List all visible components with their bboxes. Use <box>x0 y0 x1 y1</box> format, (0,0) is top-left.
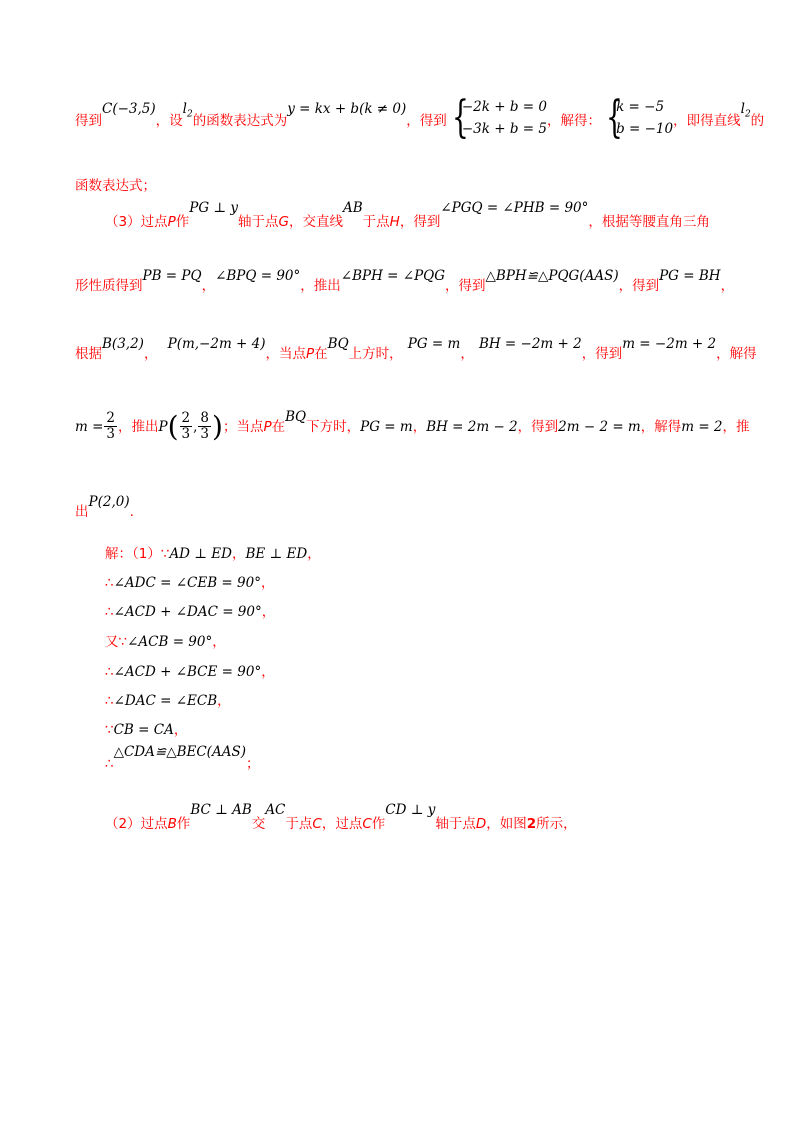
text: ，即得直线 <box>673 112 741 129</box>
text: 的 <box>750 112 765 129</box>
math: AD ⊥ ED <box>169 546 232 562</box>
text: 又∵ <box>105 634 128 650</box>
comma: , <box>193 419 198 435</box>
math: BH = 2m − 2 <box>426 419 518 435</box>
math: AC <box>265 802 286 818</box>
text: ， <box>261 664 275 680</box>
figure-number: 2 <box>526 816 537 832</box>
text: ，当点 <box>265 346 307 362</box>
var: D <box>475 816 487 832</box>
text: 出 <box>75 504 89 520</box>
text: 交 <box>251 816 266 832</box>
paren-icon: ( <box>167 410 179 443</box>
var: C <box>362 816 372 832</box>
solution-line-5 <box>105 660 275 680</box>
text: 下方时， <box>306 419 361 435</box>
fraction <box>198 411 211 442</box>
text: ，得到 <box>445 278 486 294</box>
denominator: 3 <box>106 426 115 442</box>
math-sub: 2 <box>744 109 751 120</box>
var: P <box>306 346 315 362</box>
math: CD ⊥ y <box>385 802 436 818</box>
text: 轴于点 <box>435 816 476 832</box>
math: AB <box>343 200 363 216</box>
text: ，设 <box>155 112 183 129</box>
var: H <box>389 214 400 230</box>
text: ，得到 <box>618 278 660 294</box>
text: （2）过点 <box>105 816 168 832</box>
therefore-icon: ∴ <box>105 575 114 591</box>
var: P <box>263 419 272 435</box>
text: ， <box>212 634 226 650</box>
text: 作 <box>371 816 386 832</box>
var: B <box>167 816 177 832</box>
math: P <box>158 419 168 435</box>
solution-line-4 <box>105 630 226 650</box>
equation: k = −5 <box>616 99 665 115</box>
text: 于点 <box>362 214 390 230</box>
math: PB = PQ <box>142 268 202 284</box>
text: ，解得： <box>546 112 601 129</box>
equation: −3k + b = 5 <box>461 121 547 137</box>
math-l2 <box>182 100 193 120</box>
math: BC ⊥ AB <box>190 802 252 818</box>
equation: b = −10 <box>616 121 674 137</box>
text: ， <box>260 575 275 591</box>
solution-line-8 <box>105 744 260 772</box>
math: B(3,2) <box>102 336 144 352</box>
text: ，解得 <box>640 419 682 435</box>
math: 2m − 2 = m <box>558 419 641 435</box>
denominator: 3 <box>181 426 191 442</box>
math: PG = m <box>407 336 461 352</box>
brace-icon: { <box>606 92 623 143</box>
text: ，推 <box>722 419 750 435</box>
text: ，交直线 <box>289 214 343 230</box>
text: 解：（1）∵ <box>105 546 170 562</box>
solution-line-1 <box>105 542 321 562</box>
paren-icon: ) <box>212 410 223 443</box>
numerator: 2 <box>181 410 191 426</box>
text: ，过点 <box>321 816 363 832</box>
therefore-icon: ∴ <box>105 756 114 772</box>
math: △CDA≌△BEC(AAS) <box>113 744 246 760</box>
therefore-icon: ∴ <box>105 664 114 680</box>
math: m = −2m + 2 <box>622 336 717 352</box>
math-l2 <box>740 100 751 120</box>
text: 上方时， <box>348 346 403 362</box>
text: ，推出 <box>118 419 159 435</box>
text: 于点 <box>285 816 313 832</box>
text: ， <box>143 346 158 362</box>
math: m = <box>75 419 104 435</box>
math-l: l <box>182 100 187 117</box>
math: ∠BPQ = 90° <box>215 268 301 284</box>
math: CB = CA <box>113 722 174 738</box>
text: 在 <box>271 419 286 435</box>
var: P <box>167 214 176 230</box>
text: ，根据等腰直角三角 <box>588 214 710 230</box>
text: 轴于点 <box>238 214 279 230</box>
math-point-c: C(−3,5) <box>102 100 156 117</box>
therefore-icon: ∴ <box>105 693 114 709</box>
solution-line-3 <box>105 600 275 620</box>
math: △BPH≌△PQG(AAS) <box>485 268 619 284</box>
equation-system-2 <box>606 92 674 143</box>
text: ， <box>201 278 216 294</box>
text: 的函数表达式为 <box>192 112 288 129</box>
solution-line-2 <box>105 571 274 591</box>
math: ∠PGQ = ∠PHB = 90° <box>440 200 589 216</box>
text: ；当点 <box>222 419 264 435</box>
line-6 <box>75 410 750 443</box>
text: ， <box>720 278 735 294</box>
math: PG = BH <box>659 268 721 284</box>
text: ，得到 <box>406 112 447 129</box>
math: ∠ADC = ∠CEB = 90° <box>113 575 261 591</box>
solution-line-6 <box>105 689 231 709</box>
math: ∠ACD + ∠BCE = 90° <box>113 664 262 680</box>
line-4 <box>75 268 735 294</box>
therefore-icon: ∴ <box>105 604 114 620</box>
text: ， <box>173 722 188 738</box>
math: BQ <box>285 409 307 425</box>
math: PG = m <box>360 419 413 435</box>
text: ，如图 <box>486 816 527 832</box>
brace-icon: { <box>451 92 469 143</box>
line-2 <box>75 174 156 194</box>
math-function: y = kx + b(k ≠ 0) <box>287 100 407 117</box>
var: G <box>278 214 289 230</box>
math-sub: 2 <box>186 109 193 120</box>
text: . <box>129 504 134 520</box>
math: PG ⊥ y <box>189 200 239 216</box>
math-l: l <box>740 100 745 117</box>
text: 根据 <box>75 346 102 362</box>
math: BH = −2m + 2 <box>478 336 582 352</box>
text: 作 <box>175 214 190 230</box>
text: 函数表达式； <box>75 178 156 194</box>
text: ， <box>412 419 427 435</box>
text: 作 <box>176 816 191 832</box>
text: 在 <box>314 346 328 362</box>
line-7 <box>75 494 134 520</box>
text: 形性质得到 <box>75 278 143 294</box>
text: 所示， <box>536 816 577 832</box>
math: m = 2 <box>681 419 723 435</box>
text: ， <box>231 546 246 562</box>
text: ， <box>217 693 231 709</box>
fraction <box>180 411 193 442</box>
text: ， <box>307 546 321 562</box>
fraction <box>104 411 117 442</box>
math: P(2,0) <box>88 494 130 510</box>
text: ，得到 <box>399 214 441 230</box>
text: 得到 <box>75 112 102 129</box>
text: ，得到 <box>517 419 559 435</box>
text: ， <box>460 346 474 362</box>
text: ，推出 <box>300 278 341 294</box>
text: ，得到 <box>581 346 623 362</box>
solution-line-7 <box>105 718 187 738</box>
denominator: 3 <box>200 426 210 442</box>
line-1 <box>75 92 765 143</box>
math: ∠ACB = 90° <box>127 634 213 650</box>
text: （3）过点 <box>105 214 168 230</box>
text: ，解得 <box>716 346 757 362</box>
math: BQ <box>327 336 349 352</box>
text: ； <box>245 756 260 772</box>
numerator: 2 <box>106 410 115 426</box>
equation-system-1 <box>451 92 547 143</box>
line-5 <box>75 336 757 362</box>
because-icon: ∵ <box>105 722 114 738</box>
numerator: 8 <box>200 410 210 426</box>
math: ∠ACD + ∠DAC = 90° <box>113 604 262 620</box>
equation: −2k + b = 0 <box>461 99 547 115</box>
math: ∠BPH = ∠PQG <box>340 268 446 284</box>
text: ， <box>261 604 276 620</box>
var: C <box>312 816 322 832</box>
math: ∠DAC = ∠ECB <box>113 693 218 709</box>
math: P(m,−2m + 4) <box>167 336 266 352</box>
math: BE ⊥ ED <box>245 546 308 562</box>
